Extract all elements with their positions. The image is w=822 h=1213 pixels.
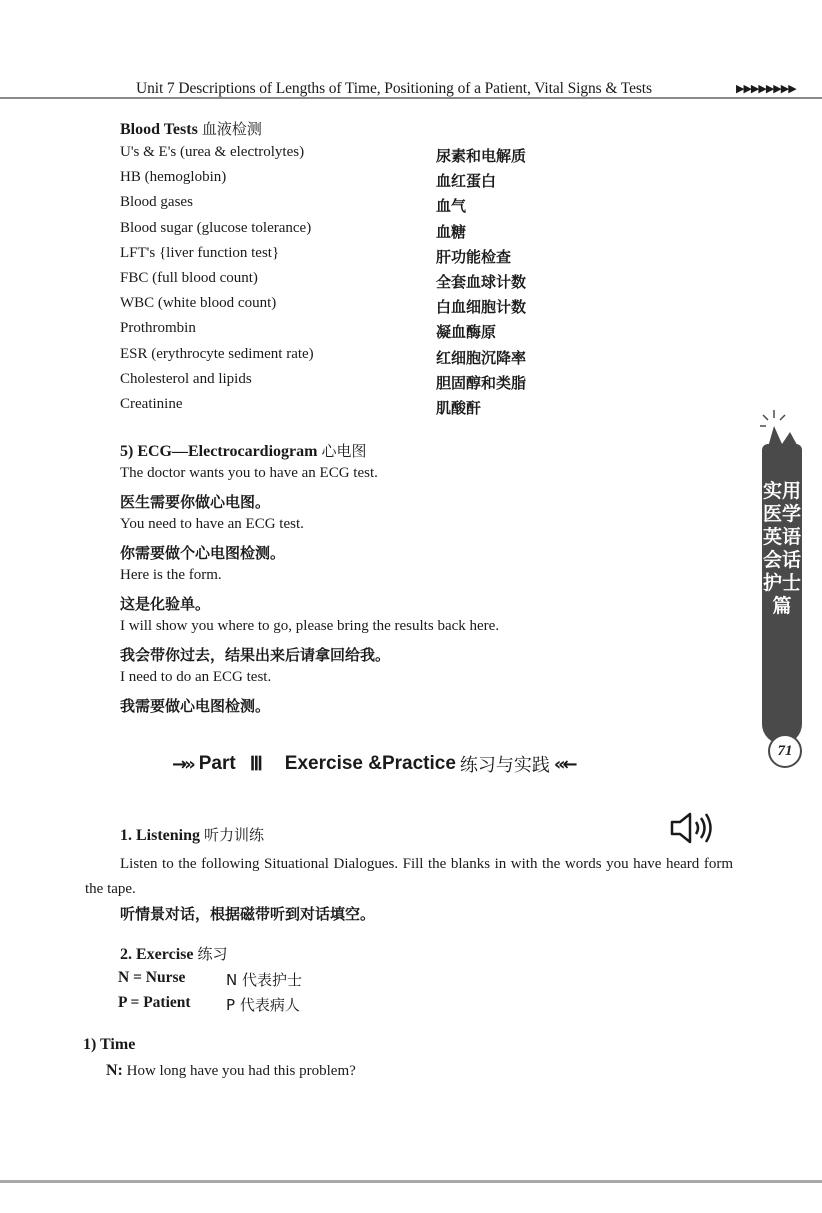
blood-test-name-zh: 胆固醇和类脂 <box>436 373 527 392</box>
blood-test-name-en: FBC (full blood count) <box>120 269 258 286</box>
blood-test-row <box>120 396 580 421</box>
ecg-sentence-zh: 我需要做心电图检测。 <box>120 696 271 715</box>
ecg-heading <box>120 440 366 461</box>
blood-test-name-en: HB (hemoglobin) <box>120 169 227 186</box>
blood-tests-heading-en: Blood Tests <box>120 121 198 138</box>
blood-test-name-zh: 血红蛋白 <box>436 172 497 191</box>
ecg-sentence-en: You need to have an ECG test. <box>120 516 304 532</box>
speaker-icon <box>668 810 716 846</box>
ecg-sentence-zh: 你需要做个心电图检测。 <box>120 543 286 562</box>
blood-test-row <box>120 295 580 320</box>
exercise-heading <box>120 943 227 964</box>
blood-test-name-zh: 凝血酶原 <box>436 323 497 342</box>
blood-test-row <box>120 320 580 345</box>
listening-instructions: Listen to the following Situational Dialogues. Fill the blanks in with the words you have heard form the tape. <box>85 856 733 897</box>
ecg-sentence-zh: 我会带你过去，结果出来后请拿回给我。 <box>120 645 391 664</box>
header-rule <box>0 97 822 99</box>
blood-tests-heading-zh: 血液检测 <box>201 120 262 138</box>
time-heading: 1) Time <box>83 1036 136 1053</box>
blood-test-name-en: Blood sugar (glucose tolerance) <box>120 219 312 236</box>
exercise-heading-zh: 练习 <box>197 945 228 963</box>
exercise-heading-en: 2. Exercise <box>120 946 194 963</box>
dialogue-speaker: N: <box>106 1062 123 1079</box>
blood-test-name-zh: 血糖 <box>436 222 467 241</box>
header-title: Unit 7 Descriptions of Lengths of Time, Positioning of a Patient, Vital Signs & Tests <box>136 80 652 97</box>
blood-tests-heading <box>120 118 262 139</box>
ecg-sentence-zh: 这是化验单。 <box>120 594 211 613</box>
blood-test-name-en: WBC (white blood count) <box>120 295 277 312</box>
blood-test-row <box>120 169 580 194</box>
blood-test-name-zh: 肝功能检查 <box>436 247 512 266</box>
blood-tests-list <box>120 144 580 421</box>
blood-test-name-en: LFT's {liver function test} <box>120 244 280 261</box>
part-title <box>172 749 575 779</box>
blood-test-name-en: Creatinine <box>120 395 183 412</box>
ecg-sentence-en: The doctor wants you to have an ECG test. <box>120 465 378 481</box>
ecg-sentence-en: Here is the form. <box>120 567 222 583</box>
dialogue-text: How long have you had this problem? <box>126 1063 356 1079</box>
blood-test-row <box>120 194 580 219</box>
part-deco-left: →» <box>172 753 193 775</box>
ecg-heading-en: 5) ECG—Electrocardiogram <box>120 443 318 460</box>
ecg-sentences <box>120 465 499 720</box>
part-title-en: Exercise &Practice <box>284 753 456 774</box>
role-patient-zh: P 代表病人 <box>226 996 300 1014</box>
blood-test-row <box>120 371 580 396</box>
role-patient-en: P = Patient <box>118 994 191 1011</box>
blood-test-name-en: Prothrombin <box>120 320 196 337</box>
blood-test-name-en: ESR (erythrocyte sediment rate) <box>120 345 314 362</box>
listening-heading-zh: 听力训练 <box>204 826 265 844</box>
dialogue-line <box>106 1062 356 1080</box>
side-tab-text: 实用医学英语会话 护士篇 <box>762 480 801 617</box>
blood-test-row <box>120 245 580 270</box>
blood-test-name-zh: 血气 <box>436 197 467 216</box>
blood-test-row <box>120 144 580 169</box>
bottom-rule <box>0 1180 822 1183</box>
blood-test-name-zh: 肌酸酐 <box>436 398 482 417</box>
ecg-sentence-en: I will show you where to go, please bring the results back here. <box>120 618 500 634</box>
blood-test-name-zh: 红细胞沉降率 <box>436 348 527 367</box>
blood-test-name-zh: 白血细胞计数 <box>436 298 527 317</box>
blood-test-row <box>120 346 580 371</box>
blood-test-name-zh: 全套血球计数 <box>436 272 527 291</box>
blood-test-name-zh: 尿素和电解质 <box>436 147 527 165</box>
page-number: 71 <box>768 734 802 768</box>
side-tab <box>760 408 820 774</box>
blood-test-row <box>120 270 580 295</box>
blood-test-name-en: U's & E's (urea & electrolytes) <box>120 144 305 160</box>
part-label: Part <box>198 753 236 774</box>
part-deco-right: «← <box>553 753 575 775</box>
role-nurse-en: N = Nurse <box>118 969 186 986</box>
ecg-heading-zh: 心电图 <box>321 442 367 460</box>
blood-test-name-en: Blood gases <box>120 194 193 211</box>
ecg-sentence-zh: 医生需要你做心电图。 <box>120 492 271 511</box>
ecg-sentence-en: I need to do an ECG test. <box>120 669 272 685</box>
listening-instructions-zh: 听情景对话，根据磁带听到对话填空。 <box>120 905 376 923</box>
header-arrows: ▶▶▶▶▶▶▶▶ <box>736 82 796 95</box>
listening-heading-en: 1. Listening <box>120 827 201 844</box>
part-number: Ⅲ <box>249 753 263 775</box>
blood-test-name-en: Cholesterol and lipids <box>120 370 252 387</box>
part-title-zh: 练习与实践 <box>459 755 550 776</box>
role-nurse-zh: N 代表护士 <box>226 971 302 989</box>
blood-test-row <box>120 220 580 245</box>
listening-heading <box>120 824 264 845</box>
